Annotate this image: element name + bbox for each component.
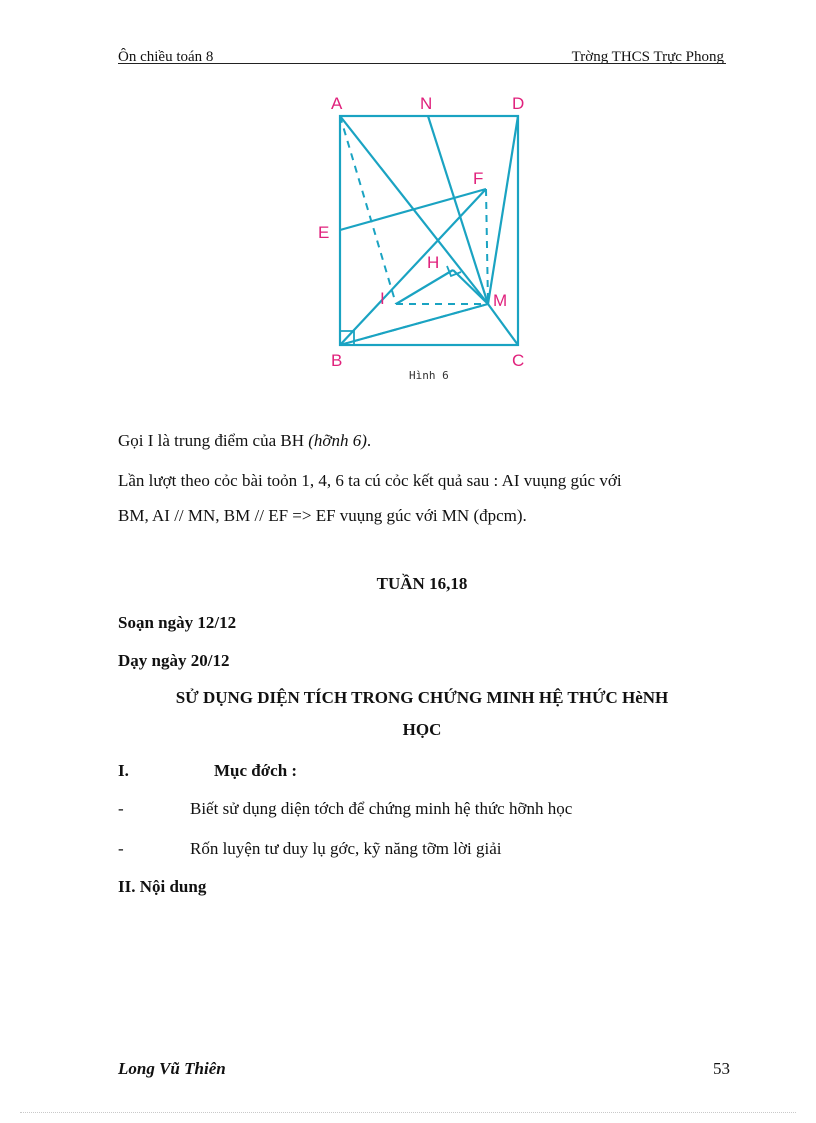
geometry-figure bbox=[300, 88, 540, 388]
footer-author: Long Vũ Thiên bbox=[118, 1059, 226, 1078]
bullet-2-mark: - bbox=[118, 839, 124, 858]
segment-bf bbox=[340, 189, 486, 345]
dashed-ai bbox=[340, 116, 396, 304]
paragraph-intro-text: Gọi I là trung điểm của BH bbox=[118, 431, 309, 450]
label-c: C bbox=[512, 351, 525, 370]
label-n: N bbox=[420, 94, 433, 113]
label-b: B bbox=[331, 351, 343, 370]
label-a: A bbox=[331, 94, 343, 113]
header-rule bbox=[118, 63, 726, 64]
label-i: I bbox=[380, 289, 385, 308]
week-heading: TUẦN 16,18 bbox=[376, 574, 468, 593]
segment-ef bbox=[340, 189, 486, 230]
purpose-number: I. bbox=[118, 761, 129, 780]
purpose-label: Mục đớch : bbox=[214, 761, 298, 780]
label-d: D bbox=[512, 94, 525, 113]
page-bottom-divider bbox=[20, 1112, 796, 1113]
header-right: Trờng THCS Trực Phong bbox=[571, 49, 724, 65]
lesson-title-line2: HỌC bbox=[402, 720, 442, 739]
taught-date: Dạy ngày 20/12 bbox=[118, 651, 230, 670]
lesson-title-line1: SỬ DỤNG DIỆN TÍCH TRONG CHỨNG MINH HỆ THỨC HèNH bbox=[175, 688, 669, 707]
content-heading: II. Nội dung bbox=[118, 877, 207, 896]
dashed-fm bbox=[486, 189, 488, 304]
label-f: F bbox=[473, 169, 484, 188]
label-m: M bbox=[493, 291, 508, 310]
segment-mc bbox=[488, 304, 518, 345]
bullet-1-mark: - bbox=[118, 799, 124, 818]
paragraph-intro bbox=[118, 430, 371, 452]
header-left: Ôn chiều toán 8 bbox=[118, 49, 214, 65]
figure-reference: (hỡnh 6) bbox=[308, 431, 367, 450]
label-e: E bbox=[318, 223, 330, 242]
bullet-1-text: Biết sử dụng diện tớch để chứng minh hệ thức hỡnh học bbox=[190, 799, 573, 818]
paragraph-intro-end: . bbox=[366, 431, 372, 450]
label-h: H bbox=[427, 253, 440, 272]
bullet-2-text: Rốn luyện tư duy lụ gớc, kỹ năng tỡm lời giải bbox=[190, 839, 502, 858]
prepared-date: Soạn ngày 12/12 bbox=[118, 613, 237, 632]
page-number: 53 bbox=[713, 1059, 730, 1078]
segment-dm bbox=[488, 116, 518, 304]
paragraph-result-line1: Lần lượt theo cỏc bài toỏn 1, 4, 6 ta cú cỏc kết quả sau : AI vuụng gúc với bbox=[118, 471, 622, 490]
paragraph-result-line2: BM, AI // MN, BM // EF => EF vuụng gúc với MN (đpcm). bbox=[118, 506, 527, 525]
figure-caption: Hình 6 bbox=[409, 369, 449, 382]
